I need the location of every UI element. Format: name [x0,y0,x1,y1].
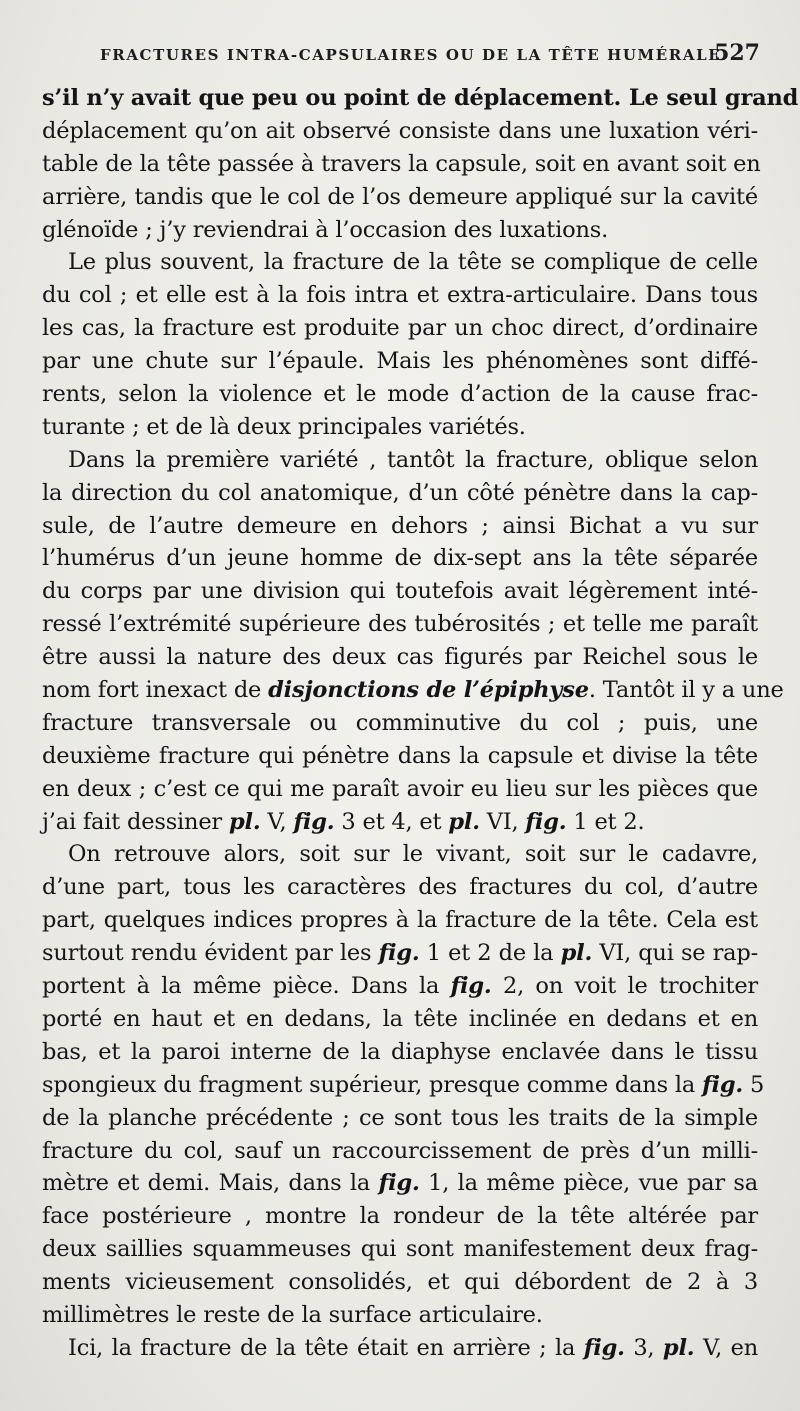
text-span: On retrouve alors, soit sur le vivant, soit sur le cadavre, [68,841,758,868]
text-line [42,148,761,181]
text-span: V, en [694,1334,758,1361]
text-span: glénoïde ; j’y reviendrai à l’occasion des luxations. [42,216,609,243]
text-span: déplacement qu’on ait observé consiste dans une luxation véri- [42,117,758,144]
text-span: face postérieure , montre la rondeur de la tête altérée par [42,1203,758,1230]
text-line [42,1266,758,1299]
text-span: fracture transversale ou comminutive du col ; puis, une [42,709,758,736]
text-line [42,1332,758,1365]
italic-text-span: fig. [583,1334,625,1361]
italic-text-span: fig. [293,808,335,835]
text-span: 3, [624,1334,663,1361]
text-span: V, [260,808,294,835]
italic-text-span: pl. [662,1334,695,1361]
text-line [42,937,758,970]
text-span: du col ; et elle est à la fois intra et extra-articulaire. Dans tous [42,282,758,309]
text-line [42,1167,758,1200]
text-line [42,115,758,148]
text-span: rents, selon la violence et le mode d’action de la cause frac- [42,381,758,408]
text-line [42,246,758,279]
text-span: les cas, la fracture est produite par un choc direct, d’ordinaire [42,315,758,342]
text-span: surtout rendu évident par les [42,940,379,967]
text-span: 1 et 2. [566,808,645,835]
text-line [42,1102,758,1135]
italic-text-span: pl. [560,940,593,967]
text-line [42,510,758,543]
text-span: millimètres le reste de la surface articulaire. [42,1301,543,1328]
text-line [42,806,758,839]
running-head: FRACTURES INTRA-CAPSULAIRES OU DE LA TÊTE HUMÉRALE. [100,46,729,64]
text-span: la direction du col anatomique, d’un côté pénètre dans la cap- [42,479,758,506]
text-span: Ici, la fracture de la tête était en arrière ; la [68,1334,584,1361]
text-line [42,1299,758,1332]
text-span: j’ai fait dessiner [42,808,229,835]
text-line [42,477,758,510]
text-line [42,542,758,575]
text-line [42,838,758,871]
text-line [42,181,758,214]
text-span: 1 et 2 de la [419,940,561,967]
text-line [42,1036,758,1069]
text-span: ments vicieusement consolidés, et qui débordent de 2 à 3 [42,1269,758,1296]
text-span: 5 [743,1071,765,1098]
text-span: portent à la même pièce. Dans la [42,973,451,1000]
text-span: du corps par une division qui toutefois avait légèrement inté- [42,578,758,605]
page-header [100,40,760,70]
text-line [42,1135,758,1168]
text-line [42,312,758,345]
text-span: deuxième fracture qui pénètre dans la capsule et divise la tête [42,742,758,769]
italic-text-span: fig. [702,1071,744,1098]
text-line [42,575,758,608]
text-span: spongieux du fragment supérieur, presque comme dans la [42,1071,703,1098]
text-span: Dans la première variété , tantôt la fracture, oblique selon [68,446,758,473]
italic-text-span: pl. [448,808,480,835]
text-line [42,279,758,312]
text-line [42,214,758,247]
text-span: bas, et la paroi interne de la diaphyse enclavée dans le tissu [42,1038,758,1065]
text-span: l’humérus d’un jeune homme de dix-sept ans la tête séparée [42,545,758,572]
text-line [42,740,758,773]
text-span: turante ; et de là deux principales variétés. [42,413,526,440]
text-line [42,1003,758,1036]
italic-text-span: fig. [378,940,420,967]
text-line [42,970,758,1003]
text-line [42,608,758,641]
text-line [42,411,758,444]
italic-text-span: fig. [450,973,492,1000]
text-span: s’il n’y avait que peu ou point de déplacement. Le seul grand [42,85,799,111]
body-text [42,82,799,1365]
text-span: 1, la même pièce, vue par sa [419,1170,758,1197]
text-line [42,707,758,740]
text-line [42,82,799,115]
text-span: 3 et 4, et [334,808,449,835]
text-line [42,378,758,411]
text-line [42,1200,758,1233]
text-span: par une chute sur l’épaule. Mais les phénomènes sont diffé- [42,348,758,375]
text-span: deux saillies squammeuses qui sont manifestement deux frag- [42,1236,758,1263]
text-span: d’une part, tous les caractères des fractures du col, d’autre [42,874,758,901]
text-span: 2, on voit le trochiter [491,973,758,1000]
italic-text-span: pl. [228,808,261,835]
text-line [42,904,758,937]
text-span: mètre et demi. Mais, dans la [42,1170,379,1197]
page-number: 527 [714,40,760,66]
text-line [42,871,758,904]
text-line [42,674,784,707]
italic-text-span: fig. [378,1170,420,1197]
text-span: Le plus souvent, la fracture de la tête se complique de celle [68,249,758,276]
text-span: en deux ; c’est ce qui me paraît avoir eu lieu sur les pièces que [42,775,758,802]
text-span: sule, de l’autre demeure en dehors ; ainsi Bichat a vu sur [42,512,758,539]
text-span: VI, [479,808,526,835]
text-line [42,773,758,806]
text-span: porté en haut et en dedans, la tête inclinée en dedans et en [42,1005,758,1032]
text-span: arrière, tandis que le col de l’os demeure appliqué sur la cavité [42,183,758,210]
text-span: fracture du col, sauf un raccourcissement de près d’un milli- [42,1137,758,1164]
text-span: être aussi la nature des deux cas figurés par Reichel sous le [42,644,758,671]
text-line [42,1233,758,1266]
text-line [42,1069,765,1102]
text-span: nom fort inexact de [42,677,269,704]
text-line [42,444,758,477]
text-span: de la planche précédente ; ce sont tous les traits de la simple [42,1104,758,1131]
text-span: part, quelques indices propres à la fracture de la tête. Cela est [42,907,758,934]
text-span: VI, qui se rap- [592,940,758,967]
text-line [42,641,758,674]
text-span: . Tantôt il y a une [588,677,784,704]
text-span: table de la tête passée à travers la capsule, soit en avant soit en [42,150,761,177]
text-line [42,345,758,378]
italic-text-span: disjonctions de l’épiphyse [268,677,589,704]
text-span: ressé l’extrémité supérieure des tubérosités ; et telle me paraît [42,611,758,638]
italic-text-span: fig. [525,808,567,835]
